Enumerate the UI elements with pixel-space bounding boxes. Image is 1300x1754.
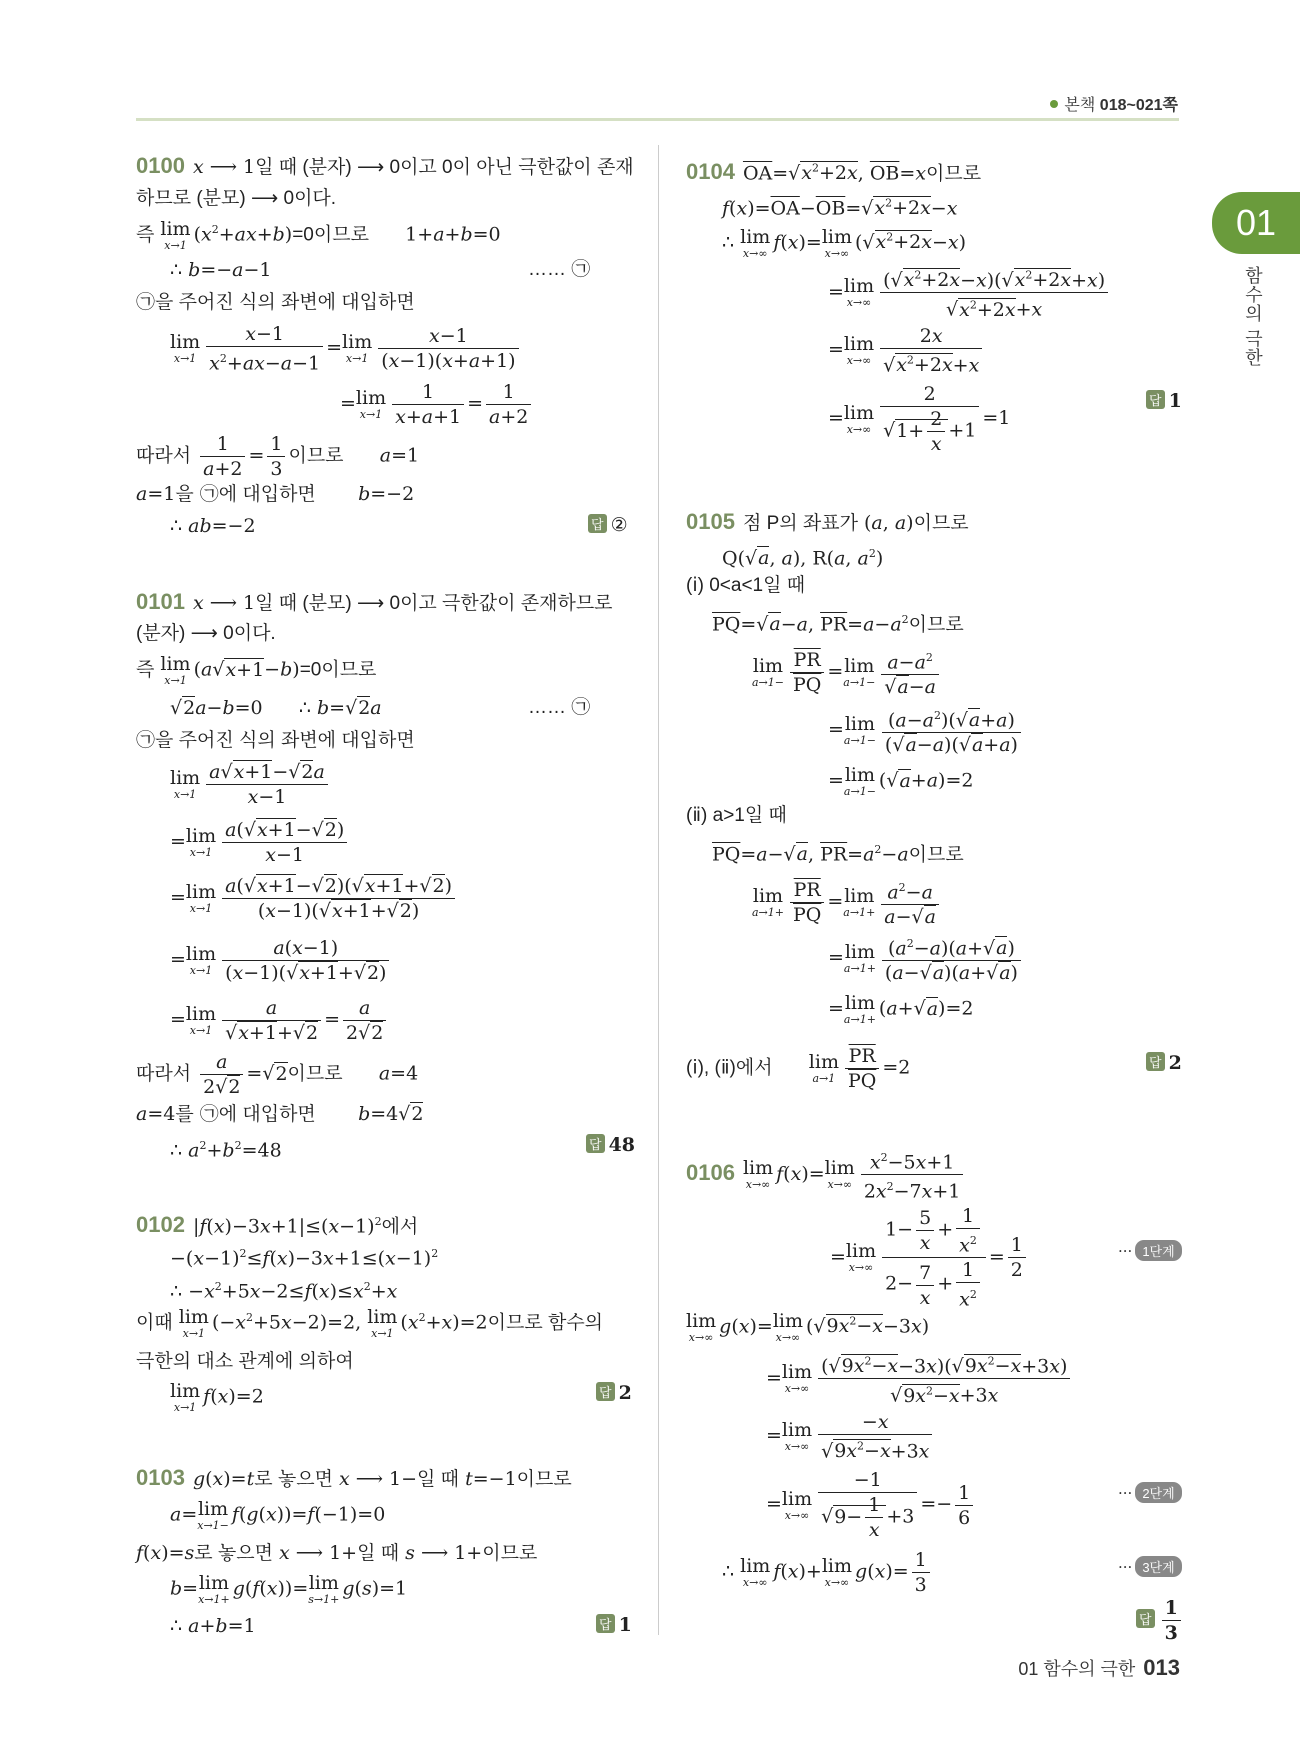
problem-0105-case2-eq3: = lim a→1+ (a+√a)=2 [828, 992, 974, 1026]
problem-0104-eq2: = lim x→∞ $\frac{2x}{√x^2+2x+x}$ [828, 324, 985, 377]
problem-0101-eq4: = lim x→1 $\frac{a(x-1)}{(x-1)(√x+1+√2)}$ [170, 936, 392, 985]
problem-0106-line1: 0106 lim x→∞ f(x)= lim x→∞ $\frac{x^2-5x+1}{2x^2-7x+1}$ [686, 1146, 966, 1204]
problem-0101-line1: 0101 x ⟶ 1일 때 (분모) ⟶ 0이고 극한값이 존재하므로 [136, 589, 613, 614]
problem-0105-case1-eq3: = lim a→1− (√a+a)=2 [828, 764, 974, 798]
problem-0100-line4: ∴ b=−a−1 [170, 259, 272, 281]
problem-0104-line1: 0104 $\overline{OA}=√x^2+2x$, $\overline{OB}=x$이므로 [686, 159, 982, 185]
problem-0106-eq3: = lim x→∞ $\frac{-x}{√9x^2-x+3x}$ [766, 1410, 935, 1463]
problem-0106-line2: lim x→∞ g(x)= lim x→∞ $(√9x^2-x-3x)$ [686, 1309, 930, 1344]
problem-0102-line6: lim x→1 f(x)=2 [170, 1380, 264, 1414]
problem-0101-eq3: = lim x→1 $\frac{a(√x+1-√2)(√x+1+√2)}{(x-1)(√x+1+√2)}$ [170, 874, 458, 923]
stage-3: ··· 3단계 [1118, 1556, 1182, 1577]
problem-0101-eq1: lim x→1 $\frac{a√x+1-√2a}{x-1}$ [170, 760, 331, 809]
problem-0106-eq1: = lim x→∞ 1− $\frac{5}{x}$ + $\frac{1}{x^2}$ 2− $\frac{7}{x}$ + $\frac{1}{x^2}$ = $\frac{1}{2}$ [830, 1204, 1029, 1312]
problem-0103-line5: ∴ a+b=1 [170, 1615, 256, 1637]
problem-0105-line1: 0105 점 P의 좌표가 (a, a)이므로 [686, 509, 969, 534]
stage-2: ··· 2단계 [1118, 1482, 1182, 1503]
marker-0100: …… ㉠ [528, 259, 591, 280]
problem-0102-line3: ∴ $-x^2+5x-2\le f(x)\le x^2+x$ [170, 1280, 398, 1303]
page-footer: 01 함수의 극한 013 [1018, 1655, 1180, 1680]
problem-0102-line1: 0102 $|f(x)-3x+1|\le(x-1)^2$에서 [136, 1212, 419, 1238]
problem-0106-eq2: = lim x→∞ $\frac{(√9x^2-x-3x)(√9x^2-x+3x)}{√9x^2-x+3x}$ [766, 1350, 1073, 1408]
problem-0100-eq2: = lim x→1 $\frac{1}{x+a+1}$ = $\frac{1}{a+2}$ [340, 380, 534, 429]
header-divider [136, 118, 1179, 121]
column-divider [658, 145, 659, 1635]
problem-0104-eq3: = lim x→∞ 2 √1+ $\frac{2}{x}$ +1 =1 [828, 383, 1011, 455]
problem-0103-line1: 0103 g(x)=t로 놓으면 x ⟶ 1−일 때 t=−1이므로 [136, 1465, 572, 1490]
problem-0101-line2: (분자) ⟶ 0이다. [136, 623, 276, 644]
problem-0100-line8: ∴ ab=−2 [170, 515, 256, 537]
problem-0100-line7: a=1을 ㉠에 대입하면 b=−2 [136, 483, 415, 505]
problem-0101-eq5: = lim x→1 $\frac{a}{√x+1+√2}$ = $\frac{a}{2√2}$ [170, 996, 389, 1045]
problem-0101-line3: 즉 lim x→1 (a√x+1−b)=0이므로 [136, 653, 377, 687]
problem-0105-line2: Q(√a, a), R(a, $a^2$) [722, 547, 884, 570]
problem-0102-line2: $-(x-1)^2\le f(x)-3x+1\le(x-1)^2$ [170, 1247, 439, 1270]
problem-0100-line2: 하므로 (분모) ⟶ 0이다. [136, 188, 337, 209]
answer-0104: 답 1 [1146, 390, 1182, 412]
problem-0105-case2-eq1: lim a→1+ $\frac{\overline{PR}}{PQ}$ = lim a→1+ $\frac{a^2-a}{a-√a}$ [752, 876, 942, 929]
problem-0100-line3: 즉 lim x→1 $(x^2+ax+b)=0$이므로 1+a+b=0 [136, 217, 501, 252]
problem-0103-line4: b= lim x→1+ g(f(x))= lim s→1+ g(s)=1 [170, 1572, 408, 1606]
answer-0100: 답 ② [588, 514, 628, 536]
problem-0105-case2-eq2: = lim a→1+ $\frac{(a^2-a)(a+√a)}{(a-√a)(a+√a)}$ [828, 932, 1024, 985]
answer-0103: 답 1 [596, 1614, 632, 1636]
problem-0105-case1-eq1: lim a→1− $\frac{\overline{PR}}{PQ}$ = lim a→1− $\frac{a-a^2}{√a-a}$ [752, 646, 942, 699]
problem-0100-line5: ㉠을 주어진 식의 좌변에 대입하면 [136, 292, 415, 313]
problem-0105-conclusion: (ⅰ), (ⅱ)에서 lim a→1 $\frac{\overline{PR}}{PQ}$ =2 [686, 1045, 911, 1092]
chapter-tab-title: 함수의 극한 [1243, 266, 1263, 368]
problem-0101-line8: ∴ $a^2+b^2=48$ [170, 1139, 282, 1162]
problem-0100-line6: 따라서 $\frac{1}{a+2}$ = $\frac{1}{3}$ 이므로 a=1 [136, 433, 420, 480]
problem-0102-line4: 이때 lim x→1 $(-x^2+5x-2)=2$, lim x→1 $(x^2+x)=2$이므로 함수의 [136, 1305, 604, 1340]
problem-0104-eq1: = lim x→∞ $\frac{(√x^2+2x-x)(√x^2+2x+x)}{√x^2+2x+x}$ [828, 264, 1111, 322]
problem-0101-line7: a=4를 ㉠에 대입하면 b=4√2 [136, 1103, 424, 1125]
problem-0105-case2-line: $\overline{PQ}=a-√a$, $\overline{PR}=a^2-a$이므로 [712, 843, 964, 866]
problem-0101-line6: 따라서 $\frac{a}{2√2}$ =√2이므로 a=4 [136, 1051, 419, 1098]
problem-0101-eq2: = lim x→1 $\frac{a(√x+1-√2)}{x-1}$ [170, 818, 350, 867]
answer-0101: 답 48 [586, 1134, 635, 1156]
problem-0104-line3: ∴ lim x→∞ f(x)= lim x→∞ $(√x^2+2x-x)$ [722, 225, 967, 260]
marker-0101: …… ㉠ [528, 697, 591, 718]
answer-0102: 답 2 [596, 1382, 632, 1404]
problem-0101-line4: √2a−b=0 ∴ b=√2a [170, 697, 382, 719]
stage-1: ··· 1단계 [1118, 1240, 1182, 1261]
problem-0105-case1: (ⅰ) 0<a<1일 때 [686, 575, 806, 596]
problem-0105-case2: (ⅱ) a>1일 때 [686, 805, 787, 826]
problem-0105-case1-line: $\overline{PQ}=√a-a$, $\overline{PR}=a-a^2$이므로 [712, 613, 964, 636]
problem-0100-line1: 0100 x ⟶ 1일 때 (분자) ⟶ 0이고 0이 아닌 극한값이 존재 [136, 153, 634, 178]
problem-0105-case1-eq2: = lim a→1− $\frac{(a-a^2)(√a+a)}{(√a-a)(√a+a)}$ [828, 704, 1024, 757]
problem-0103-line3: f(x)=s로 놓으면 x ⟶ 1+일 때 s ⟶ 1+이므로 [136, 1542, 538, 1564]
problem-0102-line5: 극한의 대소 관계에 의하여 [136, 1351, 354, 1372]
answer-0105: 답 2 [1146, 1052, 1182, 1074]
problem-0106-line3: ∴ lim x→∞ f(x)+ lim x→∞ g(x)= $\frac{1}{3}$ [722, 1548, 933, 1597]
problem-0101-line5: ㉠을 주어진 식의 좌변에 대입하면 [136, 730, 415, 751]
problem-0103-line2: a= lim x→1− f(g(x))=f(−1)=0 [170, 1498, 386, 1532]
problem-0104-line2: $f(x)=\overline{OA}-\overline{OB}=√x^2+2x-x$ [722, 197, 958, 220]
problem-0106-eq4: = lim x→∞ −1 √9− $\frac{1}{x}$ +3 =− $\frac{1}{6}$ [766, 1468, 976, 1542]
chapter-tab[interactable]: 01 [1212, 192, 1300, 254]
page-header: 본책 018~021쪽 [1050, 92, 1178, 115]
bullet-icon [1050, 100, 1058, 108]
problem-0100-eq1: lim x→1 $\frac{x-1}{x^2+ax-a-1}$ = lim x→1 $\frac{x-1}{(x-1)(x+a+1)}$ [170, 322, 522, 375]
answer-0106: 답 $\frac{1}{3}$ [1136, 1596, 1184, 1645]
